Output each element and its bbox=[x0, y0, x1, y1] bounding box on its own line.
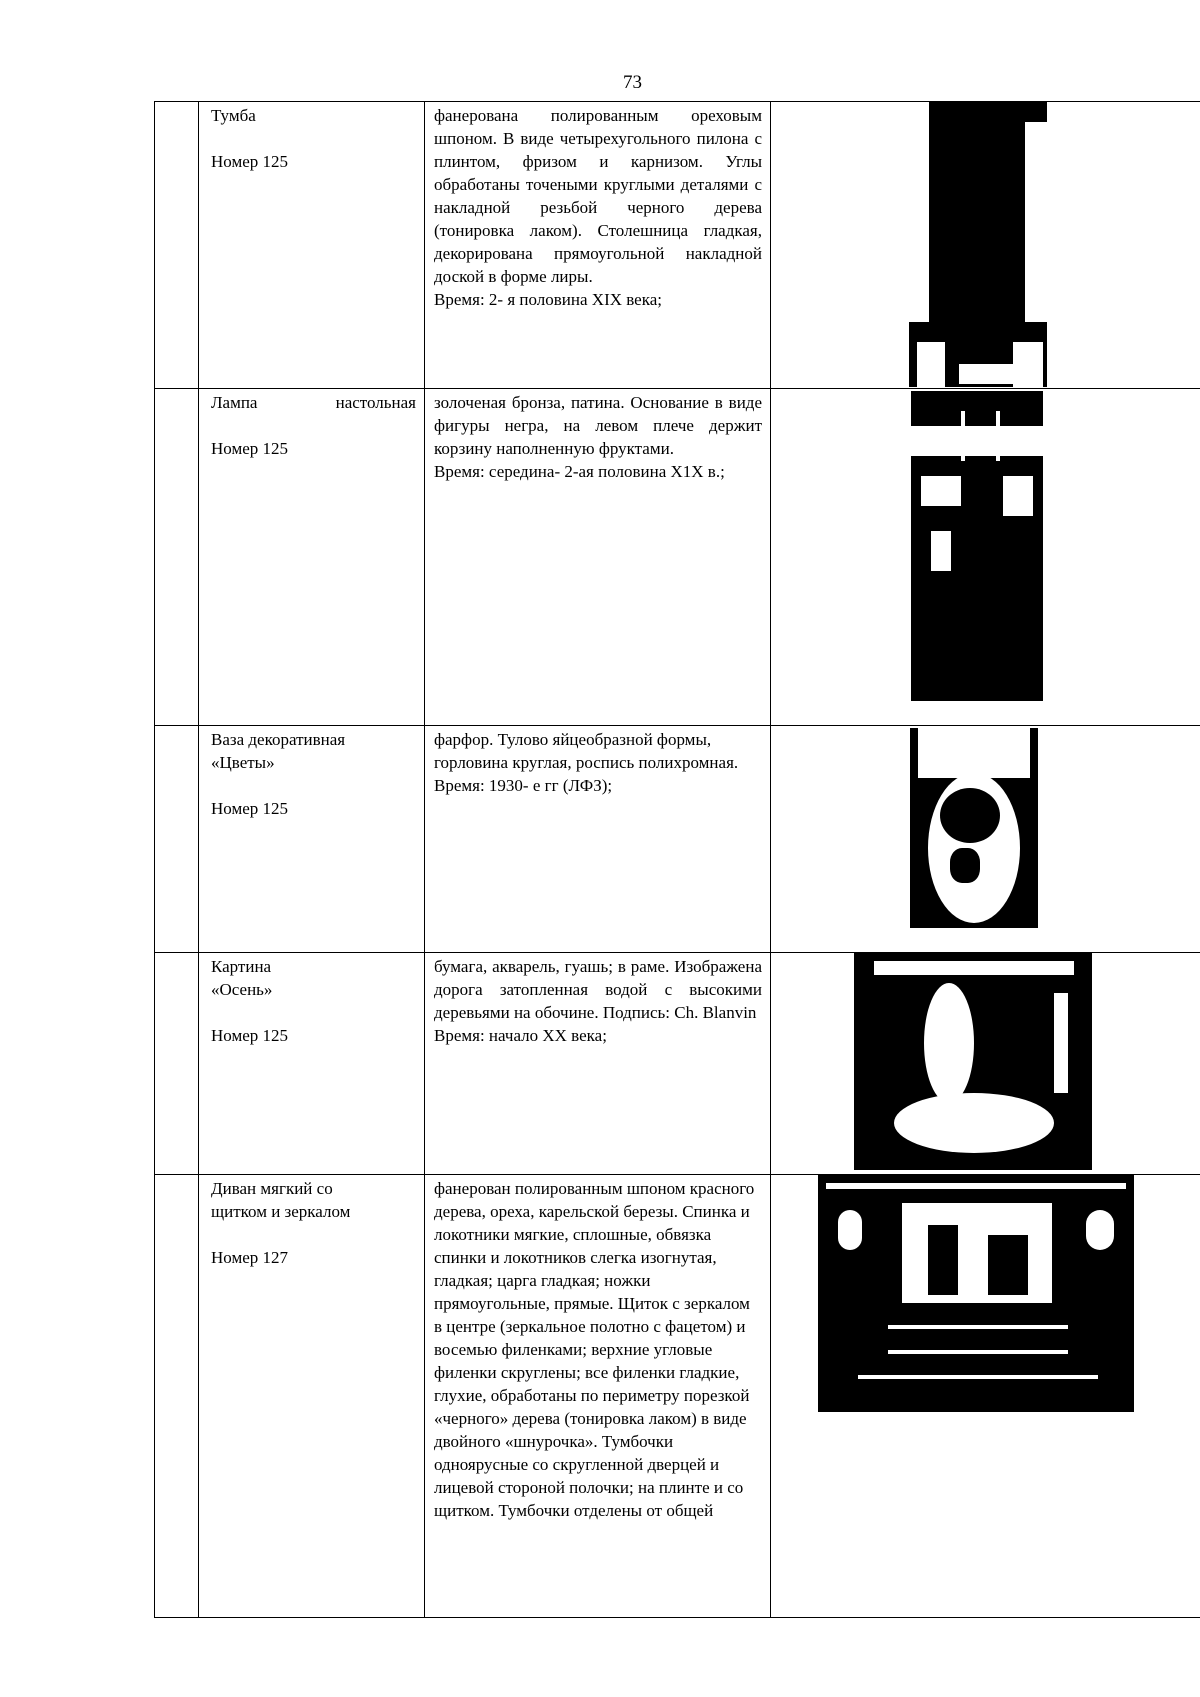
item-time: Время: 1930- е гг (ЛФЗ); bbox=[434, 776, 613, 795]
index-cell bbox=[155, 726, 199, 953]
item-number: Номер 125 bbox=[211, 152, 289, 171]
cabinet-photo bbox=[909, 102, 1047, 387]
item-number: Номер 127 bbox=[211, 1248, 289, 1267]
item-name-cell bbox=[199, 953, 425, 1175]
vase-photo bbox=[910, 728, 1038, 928]
item-time: Время: 2- я половина XIX века; bbox=[434, 290, 662, 309]
item-name: Диван мягкий со щитком и зеркалом bbox=[211, 1179, 351, 1221]
item-photo-cell bbox=[771, 102, 1200, 389]
item-description-cell bbox=[425, 726, 771, 953]
item-name: Ваза декоративная «Цветы» bbox=[211, 730, 346, 772]
item-number: Номер 125 bbox=[211, 439, 289, 458]
item-time: Время: середина- 2-ая половина X1X в.; bbox=[434, 462, 725, 481]
item-name-cell bbox=[199, 726, 425, 953]
item-name-cell bbox=[199, 1175, 425, 1618]
item-description: бумага, акварель, гуашь; в раме. Изображена дорога затопленная водой с высокими деревьями на обочине. Подпись: Ch. Blanvin bbox=[434, 957, 762, 1022]
index-cell bbox=[155, 389, 199, 726]
item-photo-cell bbox=[771, 1175, 1200, 1618]
item-description: золоченая бронза, патина. Основание в виде фигуры негра, на левом плече держит корзину наполненную фруктами. bbox=[434, 393, 762, 458]
table-row bbox=[155, 953, 1200, 1175]
item-description-cell bbox=[425, 389, 771, 726]
item-description-cell bbox=[425, 102, 771, 389]
page-number: 73 bbox=[623, 72, 642, 93]
item-name-cell bbox=[199, 102, 425, 389]
item-photo-cell bbox=[771, 726, 1200, 953]
item-description: фанерована полированным ореховым шпоном. В виде четырехугольного пилона с плинтом, фризом и карнизом. Углы обработаны точеными круглыми деталями с накладной резьбой черного дерева (тонировка лаком). Столешница гладкая, декорирована прямоугольной накладной доской в форме лиры. bbox=[434, 106, 762, 286]
item-description-cell bbox=[425, 953, 771, 1175]
item-description-cell bbox=[425, 1175, 771, 1618]
item-name: Лампа настольная bbox=[211, 393, 416, 412]
table-row bbox=[155, 1175, 1200, 1618]
index-cell bbox=[155, 1175, 199, 1618]
item-number: Номер 125 bbox=[211, 799, 289, 818]
table-row bbox=[155, 389, 1200, 726]
lamp-photo bbox=[911, 391, 1043, 701]
index-cell bbox=[155, 953, 199, 1175]
painting-photo bbox=[854, 953, 1092, 1170]
index-cell bbox=[155, 102, 199, 389]
table-row bbox=[155, 726, 1200, 953]
item-name-cell bbox=[199, 389, 425, 726]
item-name: Тумба bbox=[211, 106, 256, 125]
table-row bbox=[155, 102, 1200, 389]
inventory-table bbox=[154, 101, 1200, 1618]
item-description: фарфор. Тулово яйцеобразной формы, горловина круглая, роспись полихромная. bbox=[434, 730, 739, 772]
item-time: Время: начало XX века; bbox=[434, 1026, 607, 1045]
sofa-photo bbox=[818, 1175, 1134, 1412]
item-name: Картина «Осень» bbox=[211, 957, 273, 999]
item-number: Номер 125 bbox=[211, 1026, 289, 1045]
item-photo-cell bbox=[771, 389, 1200, 726]
item-photo-cell bbox=[771, 953, 1200, 1175]
item-description: фанерован полированным шпоном красного дерева, ореха, карельской березы. Спинка и локотники мягкие, сплошные, обвязка спинки и локотников слегка изогнутая, гладкая; царга гладкая; ножки прямоугольные, прямые. Щиток с зеркалом в центре (зеркальное полотно с фацетом) и восемью филенками; верхние угловые филенки скруглены; все филенки гладкие, глухие, обработаны по периметру порезкой «черного» дерева (тонировка лаком) в виде двойного «шнурочка». Тумбочки одноярусные со скругленной дверцей и лицевой стороной полочки; на плинте и со щитком. Тумбочки отделены от общей bbox=[434, 1179, 755, 1520]
